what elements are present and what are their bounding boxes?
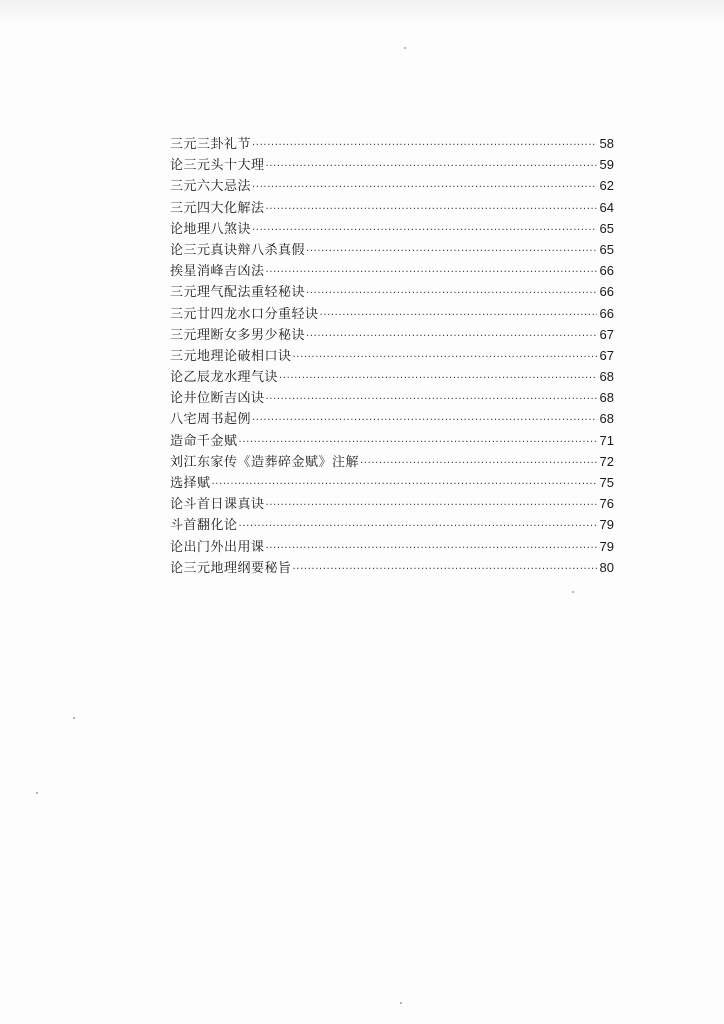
toc-entry xyxy=(170,408,614,429)
toc-entry-page: 75 xyxy=(599,475,614,490)
toc-entry-title: 三元地理论破相口诀 xyxy=(170,348,292,364)
toc-leader-dots xyxy=(252,177,597,198)
toc-entry-title: 选择赋 xyxy=(170,476,211,491)
toc-entry-title: 三元三卦礼节 xyxy=(170,137,252,152)
toc-entry xyxy=(170,197,614,218)
toc-entry-page: 58 xyxy=(599,136,614,151)
toc-entry-title: 论井位断吉凶诀 xyxy=(170,391,265,407)
toc-leader-dots xyxy=(266,389,597,410)
toc-entry-title: 论斗首日课真诀 xyxy=(170,497,265,513)
toc-entry-page: 62 xyxy=(599,178,614,194)
toc-entry xyxy=(170,303,614,324)
toc-entry-title: 三元廿四龙水口分重轻诀 xyxy=(170,306,319,322)
toc-leader-dots xyxy=(293,559,597,580)
toc-entry-page: 67 xyxy=(599,326,614,342)
toc-leader-dots xyxy=(266,538,597,559)
toc-entry-page: 66 xyxy=(599,284,614,300)
toc-entry-title: 论三元头十大理 xyxy=(170,158,265,174)
toc-entry xyxy=(170,175,614,196)
toc-entry-title: 三元理断女多男少秘诀 xyxy=(170,327,306,343)
toc-entry xyxy=(170,451,614,472)
toc-entry-page: 68 xyxy=(599,369,614,385)
toc-leader-dots xyxy=(239,516,597,537)
toc-entry xyxy=(170,536,614,557)
toc-entry-page: 65 xyxy=(599,220,614,236)
toc-entry xyxy=(170,387,614,408)
toc-entry-title: 论地理八煞诀 xyxy=(170,221,252,237)
toc-entry-title: 造命千金赋 xyxy=(170,433,238,449)
toc-entry-title: 论三元地理纲要秘旨 xyxy=(170,560,292,576)
toc-entry xyxy=(170,281,614,302)
toc-entry xyxy=(170,218,614,239)
toc-leader-dots xyxy=(252,135,597,156)
scan-speck xyxy=(36,792,38,794)
toc-entry-title: 三元四大化解法 xyxy=(170,200,265,216)
toc-leader-dots xyxy=(306,283,597,304)
toc-entry-page: 79 xyxy=(599,538,614,554)
toc-leader-dots xyxy=(239,432,597,453)
toc-entry-page: 68 xyxy=(599,411,614,427)
table-of-contents xyxy=(170,133,614,578)
toc-leader-dots xyxy=(266,495,597,516)
toc-leader-dots xyxy=(266,262,597,283)
toc-entry xyxy=(170,557,614,578)
toc-entry-page: 71 xyxy=(599,432,614,448)
toc-entry xyxy=(170,133,614,154)
scan-speck xyxy=(572,591,574,593)
toc-leader-dots xyxy=(266,199,597,220)
toc-entry-page: 67 xyxy=(599,347,614,363)
toc-entry-page: 68 xyxy=(599,390,614,406)
toc-entry-page: 80 xyxy=(599,559,614,575)
toc-entry-page: 66 xyxy=(599,263,614,279)
scan-speck xyxy=(400,1002,402,1004)
scan-speck xyxy=(73,717,75,719)
toc-entry xyxy=(170,366,614,387)
toc-leader-dots xyxy=(212,474,597,495)
toc-entry-page: 65 xyxy=(599,241,614,257)
toc-leader-dots xyxy=(266,156,597,177)
toc-entry xyxy=(170,430,614,451)
toc-entry-title: 斗首翻化论 xyxy=(170,518,238,534)
toc-leader-dots xyxy=(293,347,597,368)
toc-entry xyxy=(170,493,614,514)
toc-entry xyxy=(170,260,614,281)
toc-entry-title: 三元理气配法重轻秘诀 xyxy=(170,285,306,301)
toc-entry-title: 论出门外出用课 xyxy=(170,539,265,555)
toc-entry-title: 论三元真诀辩八杀真假 xyxy=(170,242,306,258)
toc-entry xyxy=(170,324,614,345)
toc-leader-dots xyxy=(252,410,597,431)
toc-leader-dots xyxy=(360,453,597,474)
toc-entry xyxy=(170,154,614,175)
toc-entry-page: 59 xyxy=(599,157,614,173)
scan-speck xyxy=(404,47,406,49)
toc-leader-dots xyxy=(252,220,597,241)
toc-entry-title: 三元六大忌法 xyxy=(170,179,252,195)
toc-entry xyxy=(170,514,614,535)
toc-leader-dots xyxy=(306,241,597,262)
toc-entry-page: 64 xyxy=(599,199,614,215)
toc-leader-dots xyxy=(306,326,597,347)
toc-entry xyxy=(170,345,614,366)
toc-entry-page: 76 xyxy=(599,496,614,512)
toc-entry-page: 79 xyxy=(599,517,614,533)
toc-entry-page: 66 xyxy=(599,305,614,321)
scan-top-edge xyxy=(0,0,724,24)
toc-entry xyxy=(170,239,614,260)
toc-entry-title: 论乙辰龙水理气诀 xyxy=(170,370,279,386)
toc-entry-page: 72 xyxy=(599,453,614,469)
toc-entry-title: 刘江东家传《造葬碎金赋》注解 xyxy=(170,454,360,470)
toc-entry-title: 八宅周书起例 xyxy=(170,412,252,428)
toc-leader-dots xyxy=(320,305,597,326)
toc-entry xyxy=(170,472,614,493)
toc-leader-dots xyxy=(279,368,597,389)
toc-entry-title: 挨星消峰吉凶法 xyxy=(170,264,265,280)
